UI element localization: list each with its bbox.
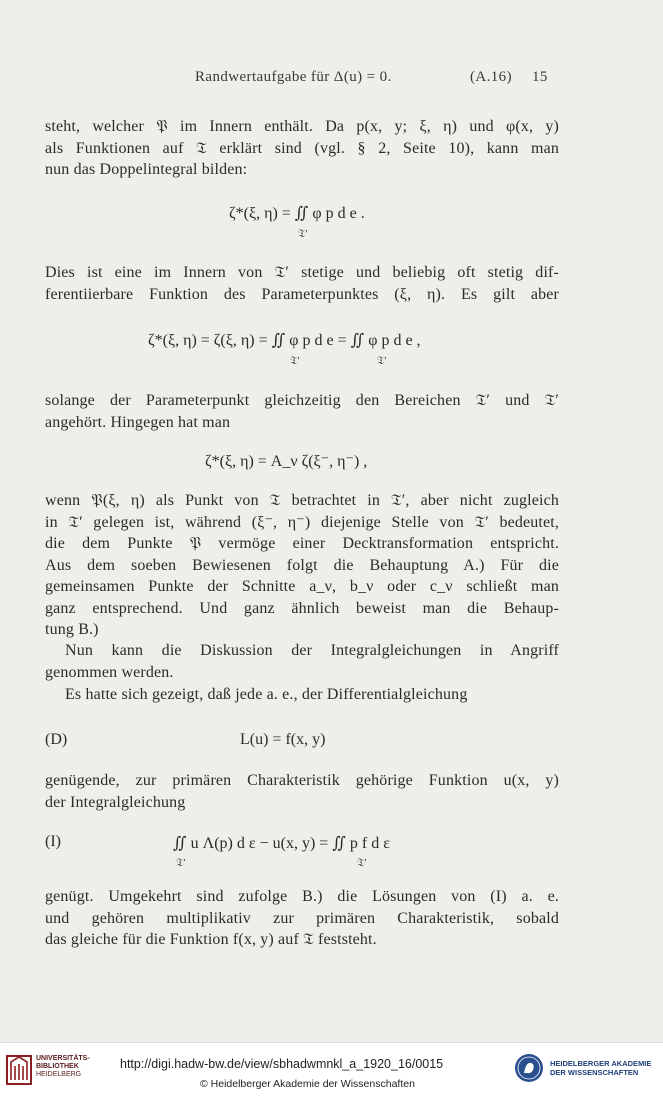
- academy-seal-icon: [514, 1053, 544, 1083]
- text-line: angehört. Hingegen hat man: [45, 413, 231, 431]
- paragraph-2: [45, 262, 559, 305]
- integral-domain: 𝔗′: [176, 857, 186, 869]
- integral-domain: 𝔗′: [298, 228, 308, 240]
- text-line: gemeinsamen Punkte der Schnitte a_ν, b_ν oder c_ν schließt man: [45, 578, 559, 595]
- permalink-url[interactable]: http://digi.hadw-bw.de/view/sbhadwmnkl_a_1920_16/0015: [120, 1057, 444, 1071]
- text-line: nun das Doppelintegral bilden:: [45, 161, 248, 178]
- paragraph-6: [45, 684, 559, 706]
- integral-domain: 𝔗′: [290, 355, 300, 367]
- running-head-title: Randwertaufgabe für Δ(u) = 0.: [195, 69, 392, 85]
- text-line: solange der Parameterpunkt gleichzeitig den Bereichen 𝔗′ und 𝔗′: [45, 392, 559, 409]
- page-number: 15: [532, 69, 548, 85]
- paragraph-3: [45, 390, 559, 433]
- equation-2: ζ*(ξ, η) = ζ(ξ, η) = ∬ φ p d e = ∬ φ p d e ,: [148, 332, 421, 349]
- section-reference: (A.16): [470, 69, 512, 85]
- copyright-notice: © Heidelberger Akademie der Wissenschaften: [200, 1078, 415, 1090]
- paragraph-8: [45, 886, 559, 951]
- university-library-name: UNIVERSITÄTS- BIBLIOTHEK HEIDELBERG: [36, 1055, 90, 1078]
- equation-label-D: (D): [45, 731, 68, 748]
- university-library-logo-icon: [6, 1052, 32, 1086]
- text-line: ganz entsprechend. Und ganz ähnlich beweist man die Behaup-: [45, 599, 559, 617]
- text-line: Aus dem soeben Bewiesenen folgt die Behauptung A.) Für die: [45, 556, 559, 574]
- paragraph-5: [45, 640, 559, 683]
- text-line: als Funktionen auf 𝔗 erklärt sind (vgl. § 2, Seite 10), kann man: [45, 139, 559, 157]
- text-line: in 𝔗′ gelegen ist, während (ξ⁻, η⁻) diejenige Stelle von 𝔗′ bedeutet,: [45, 513, 559, 531]
- paragraph-4: [45, 490, 559, 641]
- academy-name: HEIDELBERGER AKADEMIE DER WISSENSCHAFTEN: [550, 1059, 652, 1077]
- text-line: wenn 𝔓(ξ, η) als Punkt von 𝔗 betrachtet in 𝔗′, aber nicht zugleich: [45, 492, 559, 509]
- integral-domain: 𝔗′: [357, 857, 367, 869]
- text-line: genügende, zur primären Charakteristik gehörige Funktion u(x, y): [45, 772, 559, 789]
- running-head: [0, 69, 663, 89]
- text-line: die dem Punkte 𝔓 vermöge einer Decktransformation entspricht.: [45, 535, 559, 552]
- paragraph-7: [45, 770, 559, 813]
- text-line: steht, welcher 𝔓 im Innern enthält. Da p(x, y; ξ, η) und φ(x, y): [45, 118, 559, 135]
- equation-1: ζ*(ξ, η) = ∬ φ p d e .: [229, 205, 365, 222]
- equation-3: ζ*(ξ, η) = A_ν ζ(ξ⁻, η⁻) ,: [205, 453, 368, 470]
- text-line: genommen werden.: [45, 663, 174, 681]
- text-line: Nun kann die Diskussion der Integralgleichungen in Angriff: [65, 642, 559, 659]
- text-line: tung B.): [45, 621, 99, 638]
- text-line: Es hatte sich gezeigt, daß jede a. e., der Differentialgleichung: [65, 686, 468, 703]
- paragraph-1: [45, 116, 559, 181]
- text-line: das gleiche für die Funktion f(x, y) auf 𝔗 feststeht.: [45, 931, 377, 948]
- equation-D: L(u) = f(x, y): [240, 731, 326, 748]
- text-line: ferentiierbare Funktion des Parameterpunktes (ξ, η). Es gilt aber: [45, 285, 559, 303]
- integral-domain: 𝔗′: [377, 355, 387, 367]
- equation-I: ∬ u Λ(p) d ε − u(x, y) = ∬ p f d ε: [173, 835, 390, 852]
- text-line: und gehören multiplikativ zur primären Charakteristik, sobald: [45, 909, 559, 927]
- equation-label-I: (I): [45, 833, 61, 850]
- text-line: genügt. Umgekehrt sind zufolge B.) die Lösungen von (I) a. e.: [45, 888, 559, 905]
- text-line: Dies ist eine im Innern von 𝔗′ stetige und beliebig oft stetig dif-: [45, 264, 559, 281]
- text-line: der Integralgleichung: [45, 793, 186, 811]
